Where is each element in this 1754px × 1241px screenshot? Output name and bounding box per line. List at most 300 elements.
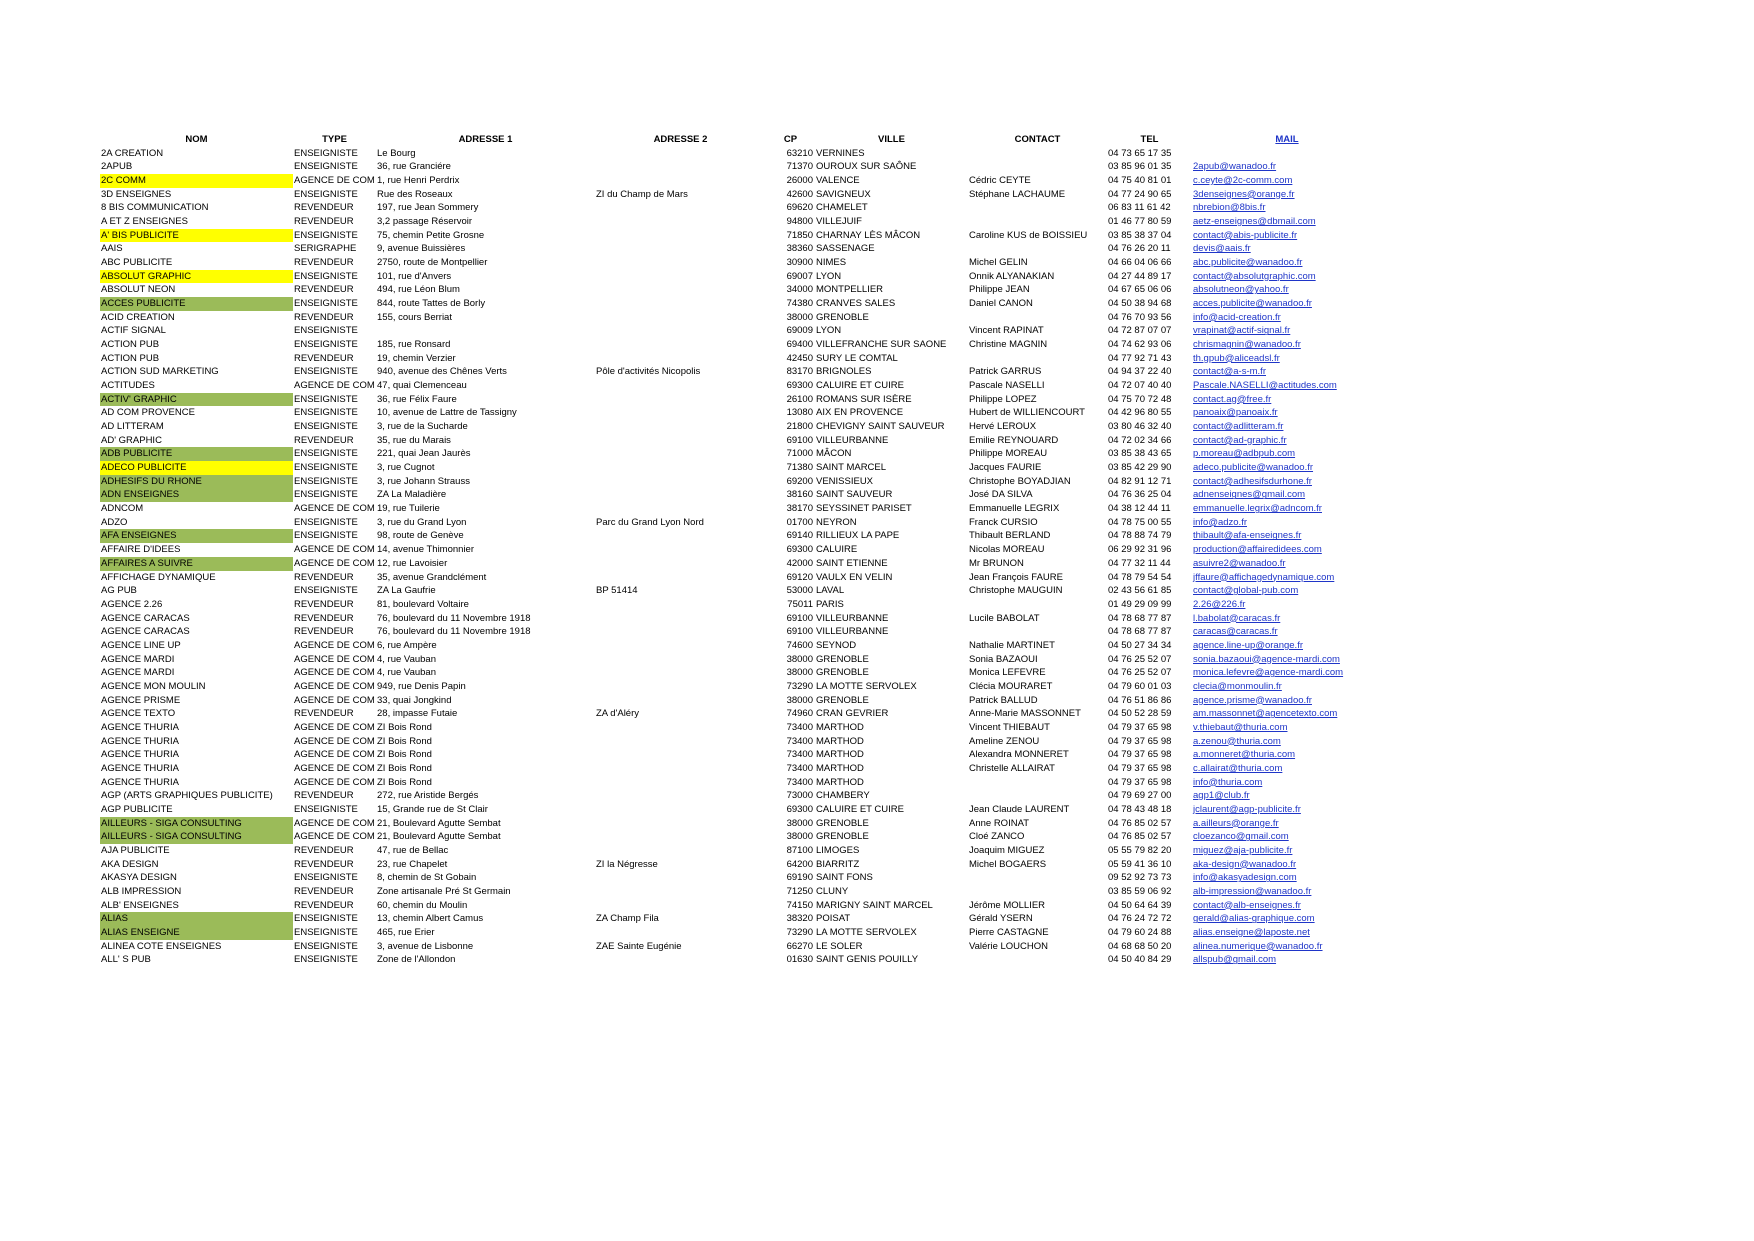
company-name-cell: ACTITUDES — [101, 380, 155, 392]
contact-name-cell: Philippe LOPEZ — [969, 393, 1037, 405]
table-row — [100, 447, 1382, 461]
phone-cell: 04 76 25 52 07 — [1108, 653, 1172, 665]
address1-cell: 101, rue d'Anvers — [377, 270, 452, 282]
type-cell: ENSEIGNISTE — [294, 954, 358, 966]
address2-cell — [595, 653, 766, 667]
type-cell: ENSEIGNISTE — [294, 585, 358, 597]
email-link[interactable]: cloezanco@gmail.com — [1193, 831, 1289, 843]
company-name-cell: ADB PUBLICITE — [100, 447, 293, 461]
contact-name-cell: Pascale NASELLI — [969, 380, 1045, 392]
email-link[interactable]: contact@absolutgraphic.com — [1193, 270, 1316, 282]
postal-code-cell: 74600 — [786, 639, 813, 651]
address2-cell — [595, 434, 766, 448]
address2-cell — [595, 338, 766, 352]
company-name-cell: ADNCOM — [101, 503, 144, 515]
city-cell: LAVAL — [816, 585, 845, 597]
company-name-cell: AILLEURS - SIGA CONSULTING — [100, 830, 293, 844]
company-name-cell: AGENCE MON MOULIN — [101, 680, 206, 692]
phone-cell: 04 79 37 65 98 — [1108, 776, 1172, 788]
email-link[interactable]: jclaurent@agp-publicite.fr — [1193, 803, 1301, 815]
table-row — [100, 940, 1382, 954]
city-cell: SEYSSINET PARISET — [816, 503, 912, 515]
postal-code-cell: 69200 — [786, 475, 813, 487]
address2-cell — [595, 147, 766, 161]
address2-cell — [595, 447, 766, 461]
email-link[interactable]: acces.publicite@wanadoo.fr — [1193, 298, 1312, 310]
postal-code-cell: 21800 — [786, 421, 813, 433]
table-row — [100, 803, 1382, 817]
company-name-cell: ALL' S PUB — [101, 954, 151, 966]
table-row — [100, 571, 1382, 585]
postal-code-cell: 69120 — [786, 571, 813, 583]
address1-cell: Zone artisanale Pré St Germain — [377, 885, 511, 897]
phone-cell: 04 76 51 86 86 — [1108, 694, 1172, 706]
email-link[interactable]: panoaix@panoaix.fr — [1193, 407, 1278, 419]
postal-code-cell: 38360 — [786, 243, 813, 255]
table-row — [100, 188, 1382, 202]
address1-cell: 844, route Tattes de Borly — [377, 298, 486, 310]
company-name-cell: 8 BIS COMMUNICATION — [101, 202, 209, 214]
phone-cell: 04 50 52 28 59 — [1108, 708, 1172, 720]
email-link[interactable]: asuivre2@wanadoo.fr — [1193, 557, 1286, 569]
company-name-cell: AJA PUBLICITE — [101, 844, 170, 856]
email-link[interactable]: caracas@caracas.fr — [1193, 626, 1278, 638]
address1-cell: 75, chemin Petite Grosne — [377, 229, 485, 241]
email-link[interactable]: 2.26@226.fr — [1193, 598, 1246, 610]
email-link[interactable]: absolutneon@yahoo.fr — [1193, 284, 1289, 296]
table-row — [100, 174, 1382, 188]
phone-cell: 09 52 92 73 73 — [1108, 872, 1172, 884]
contact-name-cell: Clécia MOURARET — [969, 680, 1053, 692]
email-link[interactable]: a.ailleurs@orange.fr — [1193, 817, 1279, 829]
company-name-cell: A' BIS PUBLICITE — [100, 229, 293, 243]
email-link[interactable]: am.massonnet@agencetexto.com — [1193, 708, 1338, 720]
city-cell: GRENOBLE — [816, 667, 869, 679]
company-name-cell: AGENCE TEXTO — [101, 708, 176, 720]
company-name-cell: 3D ENSEIGNES — [101, 188, 172, 200]
city-cell: MARTHOD — [816, 749, 864, 761]
address2-cell — [595, 393, 766, 407]
company-name-cell: ADHESIFS DU RHONE — [100, 475, 293, 489]
address2-cell: Parc du Grand Lyon Nord — [596, 516, 704, 528]
email-link[interactable]: contact@ad-graphic.fr — [1193, 434, 1287, 446]
city-cell: CRAN GEVRIER — [816, 708, 889, 720]
address1-cell: 21, Boulevard Agutte Sembat — [377, 831, 501, 843]
email-link[interactable]: contact@adhesifsdurhone.fr — [1193, 475, 1312, 487]
address1-cell: 3, avenue de Lisbonne — [377, 940, 474, 952]
type-cell: ENSEIGNISTE — [294, 188, 358, 200]
table-row — [100, 584, 1382, 598]
table-row — [100, 502, 1382, 516]
company-name-cell: ADZO — [101, 516, 128, 528]
address2-cell — [595, 598, 766, 612]
email-link[interactable]: a.zenou@thuria.com — [1193, 735, 1281, 747]
phone-cell: 04 38 12 44 11 — [1108, 503, 1171, 515]
email-link[interactable]: aka-design@wanadoo.fr — [1193, 858, 1297, 870]
type-cell: AGENCE DE COM — [294, 831, 375, 843]
email-link[interactable]: contact@adlitteram.fr — [1193, 421, 1284, 433]
phone-cell: 04 66 04 06 66 — [1108, 257, 1172, 269]
postal-code-cell: 38000 — [786, 653, 813, 665]
address1-cell: 36, rue Félix Faure — [377, 393, 457, 405]
email-link[interactable]: adeco.publicite@wanadoo.fr — [1193, 462, 1314, 474]
company-name-cell: ACTION SUD MARKETING — [101, 366, 219, 378]
postal-code-cell: 38000 — [786, 311, 813, 323]
phone-cell: 03 85 96 01 35 — [1108, 161, 1172, 173]
postal-code-cell: 64200 — [786, 858, 813, 870]
company-name-cell: A ET Z ENSEIGNES — [101, 216, 188, 228]
contact-name-cell: Jérôme MOLLIER — [969, 899, 1046, 911]
contact-name-cell: Anne ROINAT — [969, 817, 1030, 829]
postal-code-cell: 73000 — [786, 790, 813, 802]
table-row — [100, 229, 1382, 243]
type-cell: AGENCE DE COM — [294, 776, 375, 788]
city-cell: AIX EN PROVENCE — [816, 407, 904, 419]
address2-cell — [595, 639, 766, 653]
email-link[interactable]: gerald@alias-graphique.com — [1193, 913, 1315, 925]
postal-code-cell: 69620 — [786, 202, 813, 214]
table-row — [100, 844, 1382, 858]
email-link[interactable]: contact@a-s-m.fr — [1193, 366, 1266, 378]
address1-cell: 12, rue Lavoisier — [377, 557, 448, 569]
phone-cell: 04 72 02 34 66 — [1108, 434, 1172, 446]
type-cell: REVENDEUR — [294, 612, 354, 624]
table-row — [100, 557, 1382, 571]
postal-code-cell: 42000 — [786, 557, 813, 569]
company-name-cell: 2C COMM — [100, 174, 293, 188]
company-name-cell: AILLEURS - SIGA CONSULTING — [100, 817, 293, 831]
header-adresse2: ADRESSE 2 — [653, 134, 708, 145]
company-name-cell: 2APUB — [101, 161, 133, 173]
company-name-cell: AGENCE MARDI — [101, 653, 175, 665]
email-link[interactable]: th.gpub@aliceadsl.fr — [1193, 352, 1280, 364]
table-row — [100, 352, 1382, 366]
table-row — [100, 817, 1382, 831]
phone-cell: 05 59 41 36 10 — [1108, 858, 1172, 870]
city-cell: VILLEURBANNE — [816, 434, 889, 446]
phone-cell: 04 79 37 65 98 — [1108, 749, 1172, 761]
email-link[interactable]: vrapinat@actif-signal.fr — [1193, 325, 1291, 337]
city-cell: SAVIGNEUX — [816, 188, 871, 200]
contact-name-cell: Christophe BOYADJIAN — [969, 475, 1071, 487]
address1-cell: 197, rue Jean Sommery — [377, 202, 479, 214]
address1-cell: ZI Bois Rond — [377, 735, 432, 747]
contact-name-cell: Valérie LOUCHON — [969, 940, 1049, 952]
phone-cell: 04 50 64 64 39 — [1108, 899, 1172, 911]
email-link[interactable]: adnenseignes@gmail.com — [1193, 489, 1306, 501]
type-cell: AGENCE DE COM — [294, 557, 375, 569]
company-name-cell: ALINEA COTE ENSEIGNES — [101, 940, 222, 952]
contact-name-cell: Nicolas MOREAU — [969, 544, 1045, 556]
phone-cell: 03 85 42 29 90 — [1108, 462, 1172, 474]
phone-cell: 04 79 60 24 88 — [1108, 926, 1172, 938]
postal-code-cell: 73400 — [786, 749, 813, 761]
email-link[interactable]: abc.publicite@wanadoo.fr — [1193, 257, 1303, 269]
city-cell: ROMANS SUR ISÈRE — [816, 393, 912, 405]
type-cell: REVENDEUR — [294, 202, 354, 214]
company-name-cell: AGENCE THURIA — [101, 762, 179, 774]
table-row — [100, 256, 1382, 270]
address2-cell — [595, 680, 766, 694]
email-link[interactable]: chrismagnin@wanadoo.fr — [1193, 339, 1301, 351]
city-cell: CALUIRE ET CUIRE — [816, 803, 904, 815]
city-cell: NEYRON — [816, 516, 857, 528]
address1-cell: 33, quai Jongkind — [377, 694, 452, 706]
postal-code-cell: 34000 — [786, 284, 813, 296]
address2-cell — [595, 461, 766, 475]
city-cell: MARIGNY SAINT MARCEL — [816, 899, 933, 911]
email-link[interactable]: agence.line-up@orange.fr — [1193, 639, 1303, 651]
contact-name-cell — [968, 242, 1107, 256]
email-link[interactable]: info@akasyadesign.com — [1193, 872, 1297, 884]
type-cell: AGENCE DE COM — [294, 653, 375, 665]
postal-code-cell: 01700 — [786, 516, 813, 528]
type-cell: ENSEIGNISTE — [294, 448, 358, 460]
city-cell: CHEVIGNY SAINT SAUVEUR — [816, 421, 945, 433]
type-cell: ENSEIGNISTE — [294, 462, 358, 474]
table-row — [100, 694, 1382, 708]
address2-cell — [595, 844, 766, 858]
contact-name-cell — [968, 885, 1107, 899]
phone-cell: 01 46 77 80 59 — [1108, 216, 1172, 228]
contact-name-cell: Thibault BERLAND — [969, 530, 1051, 542]
contact-name-cell: José DA SILVA — [969, 489, 1033, 501]
phone-cell: 04 76 85 02 57 — [1108, 817, 1172, 829]
phone-cell: 04 79 60 01 03 — [1108, 680, 1172, 692]
email-link[interactable]: c.allairat@thuria.com — [1193, 762, 1283, 774]
table-row — [100, 488, 1382, 502]
address2-cell — [595, 215, 766, 229]
address2-cell — [595, 270, 766, 284]
company-name-cell: AG PUB — [101, 585, 137, 597]
address1-cell: 1, rue Henri Perdrix — [377, 175, 460, 187]
email-link[interactable]: aetz-enseignes@dbmail.com — [1193, 216, 1316, 228]
email-link[interactable]: alb-impression@wanadoo.fr — [1193, 885, 1312, 897]
address2-cell — [595, 242, 766, 256]
email-link[interactable]: contact@abis-publicite.fr — [1193, 229, 1298, 241]
city-cell: LIMOGES — [816, 844, 860, 856]
email-link[interactable]: monica.lefevre@agence-mardi.com — [1193, 667, 1344, 679]
phone-cell: 04 72 07 40 40 — [1108, 380, 1172, 392]
table-row — [100, 625, 1382, 639]
email-link[interactable]: agp1@club.fr — [1193, 790, 1250, 802]
postal-code-cell: 73400 — [786, 721, 813, 733]
email-link[interactable]: allspub@gmail.com — [1193, 954, 1277, 966]
contact-name-cell — [968, 625, 1107, 639]
city-cell: CHARNAY LÈS MÂCON — [816, 229, 921, 241]
type-cell: ENSEIGNISTE — [294, 530, 358, 542]
email-link[interactable]: jffaure@affichagedynamique.com — [1193, 571, 1335, 583]
address1-cell: 23, rue Chapelet — [377, 858, 448, 870]
table-row — [100, 721, 1382, 735]
email-link[interactable]: info@thuria.com — [1193, 776, 1263, 788]
type-cell: ENSEIGNISTE — [294, 872, 358, 884]
email-link[interactable]: sonia.bazaoui@agence-mardi.com — [1193, 653, 1340, 665]
postal-code-cell: 94800 — [786, 216, 813, 228]
email-link[interactable]: info@acid-creation.fr — [1193, 311, 1281, 323]
table-row — [100, 858, 1382, 872]
phone-cell: 04 50 40 84 29 — [1108, 954, 1172, 966]
email-link[interactable]: c.ceyte@2c-comm.com — [1193, 175, 1293, 187]
phone-cell: 04 76 70 93 56 — [1108, 311, 1172, 323]
phone-cell: 04 50 38 94 68 — [1108, 298, 1172, 310]
postal-code-cell: 38000 — [786, 667, 813, 679]
table-row — [100, 283, 1382, 297]
address2-cell — [595, 735, 766, 749]
address2-cell — [595, 420, 766, 434]
company-name-cell: ADECO PUBLICITE — [100, 461, 293, 475]
city-cell: CLUNY — [816, 885, 849, 897]
table-row — [100, 912, 1382, 926]
address2-cell — [595, 406, 766, 420]
address2-cell: ZAE Sainte Eugénie — [596, 940, 682, 952]
email-link[interactable]: a.monneret@thuria.com — [1193, 749, 1296, 761]
type-cell: AGENCE DE COM — [294, 503, 375, 515]
email-link[interactable]: info@adzo.fr — [1193, 516, 1248, 528]
address2-cell — [595, 625, 766, 639]
phone-cell: 03 85 38 37 04 — [1108, 229, 1172, 241]
table-row — [100, 926, 1382, 940]
address1-cell: 185, rue Ronsard — [377, 339, 451, 351]
postal-code-cell: 73290 — [786, 680, 813, 692]
contact-name-cell: Hubert de WILLIENCOURT — [969, 407, 1085, 419]
company-name-cell: AFFAIRES A SUIVRE — [100, 557, 293, 571]
email-link[interactable]: nbrebion@8bis.fr — [1193, 202, 1266, 214]
contact-name-cell: Vincent RAPINAT — [969, 325, 1044, 337]
phone-cell: 04 67 65 06 06 — [1108, 284, 1172, 296]
table-row — [100, 160, 1382, 174]
type-cell: ENSEIGNISTE — [294, 516, 358, 528]
table-row — [100, 324, 1382, 338]
table-row — [100, 899, 1382, 913]
email-link[interactable]: Pascale.NASELLI@actitudes.com — [1193, 380, 1337, 392]
postal-code-cell: 74380 — [786, 298, 813, 310]
type-cell: REVENDEUR — [294, 216, 354, 228]
email-link[interactable]: agence.prisme@wanadoo.fr — [1193, 694, 1312, 706]
header-mail: MAIL — [1275, 134, 1299, 145]
type-cell: ENSEIGNISTE — [294, 475, 358, 487]
address2-cell — [595, 953, 766, 967]
city-cell: BRIGNOLES — [816, 366, 872, 378]
postal-code-cell: 38000 — [786, 831, 813, 843]
company-name-cell: ABC PUBLICITE — [101, 257, 173, 269]
city-cell: LE SOLER — [816, 940, 863, 952]
contact-name-cell: Mr BRUNON — [969, 557, 1024, 569]
table-row — [100, 680, 1382, 694]
table-row — [100, 735, 1382, 749]
type-cell: REVENDEUR — [294, 885, 354, 897]
address1-cell: 15, Grande rue de St Clair — [377, 803, 488, 815]
type-cell: REVENDEUR — [294, 626, 354, 638]
phone-cell: 04 79 37 65 98 — [1108, 721, 1172, 733]
address1-cell: 76, boulevard du 11 Novembre 1918 — [377, 626, 531, 638]
type-cell: REVENDEUR — [294, 434, 354, 446]
type-cell: SERIGRAPHE — [294, 243, 357, 255]
email-link[interactable]: 2apub@wanadoo.fr — [1193, 161, 1277, 173]
address1-cell: ZI Bois Rond — [377, 721, 432, 733]
postal-code-cell: 69140 — [786, 530, 813, 542]
email-link[interactable] — [1192, 147, 1382, 161]
type-cell: REVENDEUR — [294, 899, 354, 911]
phone-cell: 04 78 43 48 18 — [1108, 803, 1172, 815]
city-cell: SURY LE COMTAL — [816, 352, 898, 364]
address1-cell: 35, rue du Marais — [377, 434, 451, 446]
address2-cell — [595, 488, 766, 502]
postal-code-cell: 13080 — [786, 407, 813, 419]
type-cell: ENSEIGNISTE — [294, 421, 358, 433]
city-cell: POISAT — [816, 913, 851, 925]
contact-name-cell: Jacques FAURIE — [969, 462, 1042, 474]
email-link[interactable]: thibault@afa-enseignes.fr — [1193, 530, 1302, 542]
postal-code-cell: 53000 — [786, 585, 813, 597]
city-cell: LA MOTTE SERVOLEX — [816, 926, 917, 938]
contact-name-cell: Philippe MOREAU — [969, 448, 1048, 460]
phone-cell: 04 78 88 74 79 — [1108, 530, 1172, 542]
email-link[interactable]: devis@aais.fr — [1193, 243, 1251, 255]
city-cell: RILLIEUX LA PAPE — [816, 530, 900, 542]
address1-cell: Le Bourg — [377, 147, 416, 159]
postal-code-cell: 01630 — [786, 954, 813, 966]
table-row — [100, 612, 1382, 626]
phone-cell: 03 85 38 43 65 — [1108, 448, 1172, 460]
city-cell: SAINT FONS — [816, 872, 873, 884]
address1-cell: 9, avenue Buissières — [377, 243, 466, 255]
postal-code-cell: 38320 — [786, 913, 813, 925]
type-cell: AGENCE DE COM — [294, 544, 375, 556]
email-link[interactable]: alinea.numerique@wanadoo.fr — [1193, 940, 1323, 952]
type-cell: ENSEIGNISTE — [294, 940, 358, 952]
postal-code-cell: 38160 — [786, 489, 813, 501]
city-cell: GRENOBLE — [816, 831, 869, 843]
email-link[interactable]: contact@alb-enseignes.fr — [1193, 899, 1301, 911]
email-link[interactable]: 3denseignes@orange.fr — [1193, 188, 1295, 200]
phone-cell: 04 50 27 34 34 — [1108, 639, 1172, 651]
email-link[interactable]: miguez@aja-publicite.fr — [1193, 844, 1293, 856]
address2-cell — [595, 871, 766, 885]
email-link[interactable]: alias.enseigne@laposte.net — [1193, 926, 1310, 938]
type-cell: AGENCE DE COM — [294, 380, 375, 392]
postal-code-cell: 26100 — [786, 393, 813, 405]
postal-code-cell: 73290 — [786, 926, 813, 938]
contact-name-cell: Daniel CANON — [969, 298, 1033, 310]
type-cell: REVENDEUR — [294, 708, 354, 720]
email-link[interactable]: v.thiebaut@thuria.com — [1193, 721, 1288, 733]
table-row — [100, 147, 1382, 161]
company-name-cell: AGP PUBLICITE — [101, 803, 173, 815]
email-link[interactable]: production@affairedidees.com — [1193, 544, 1322, 556]
type-cell: ENSEIGNISTE — [294, 393, 358, 405]
email-link[interactable]: emmanuelle.legrix@adncom.fr — [1193, 503, 1322, 515]
email-link[interactable]: p.moreau@adbpub.com — [1193, 448, 1296, 460]
address1-cell: ZA La Gaufrie — [377, 585, 436, 597]
table-row — [100, 215, 1382, 229]
contact-name-cell: Michel BOGAERS — [969, 858, 1047, 870]
phone-cell: 04 73 65 17 35 — [1108, 147, 1172, 159]
phone-cell: 04 72 87 07 07 — [1108, 325, 1172, 337]
company-name-cell: AFFICHAGE DYNAMIQUE — [101, 571, 216, 583]
address1-cell: 13, chemin Albert Camus — [377, 913, 484, 925]
city-cell: VERNINES — [816, 147, 865, 159]
email-link[interactable]: contact@global-pub.com — [1193, 585, 1299, 597]
address1-cell: 47, quai Clemenceau — [377, 380, 467, 392]
city-cell: MARTHOD — [816, 721, 864, 733]
table-row — [100, 365, 1382, 379]
email-link[interactable]: contact.ag@free.fr — [1193, 393, 1272, 405]
type-cell: ENSEIGNISTE — [294, 229, 358, 241]
email-link[interactable]: l.babolat@caracas.fr — [1193, 612, 1281, 624]
email-link[interactable]: clecia@monmoulin.fr — [1193, 680, 1282, 692]
postal-code-cell: 74150 — [786, 899, 813, 911]
